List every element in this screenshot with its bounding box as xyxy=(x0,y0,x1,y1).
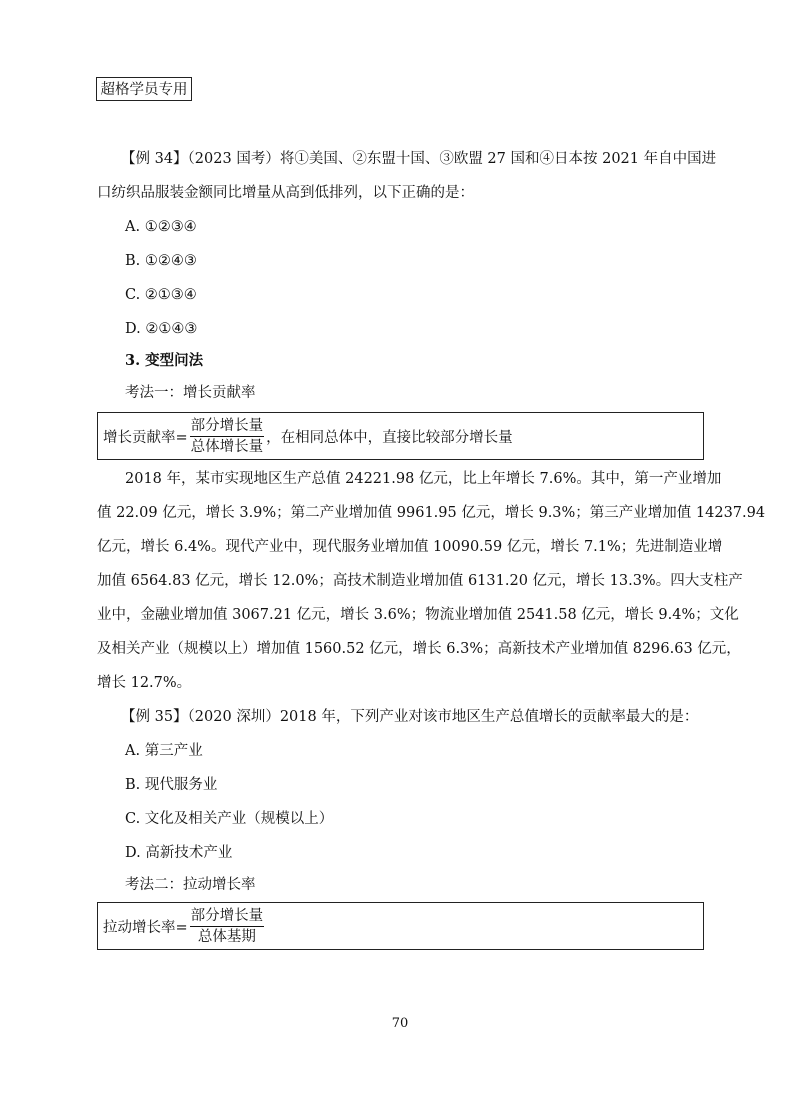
example34-option-a: A. ①②③④ xyxy=(125,219,197,235)
example35-option-c: C. 文化及相关产业（规模以上） xyxy=(125,811,334,827)
paragraph-line: 及相关产业（规模以上）增加值 1560.52 亿元，增长 6.3%；高新技术产业增加值 8296.63 亿元， xyxy=(97,641,741,657)
paragraph-line: 增长 12.7%。 xyxy=(97,675,192,691)
example34-question-line1: 【例 34】（2023 国考）将①美国、②东盟十国、③欧盟 27 国和④日本按 2021 年自中国进 xyxy=(121,151,717,167)
formula1-note: ，在相同总体中，直接比较部分增长量 xyxy=(266,429,513,446)
example34-option-c: C. ②①③④ xyxy=(125,287,197,303)
formula1-numerator: 部分增长量 xyxy=(190,417,265,437)
formula-contribution-rate xyxy=(103,413,513,459)
example34-question-line2: 口纺织品服装金额同比增量从高到低排列，以下正确的是： xyxy=(97,185,474,201)
example35-option-a: A. 第三产业 xyxy=(125,743,203,759)
member-only-stamp: 超格学员专用 xyxy=(96,77,192,101)
section-heading: 3. 变型问法 xyxy=(125,352,204,369)
formula1-fraction xyxy=(190,417,265,456)
formula2-denominator: 总体基期 xyxy=(197,928,256,945)
page-number: 70 xyxy=(391,1016,409,1031)
example35-option-d: D. 高新技术产业 xyxy=(125,845,233,861)
formula1-lhs: 增长贡献率= xyxy=(103,429,188,446)
formula-pull-growth-rate xyxy=(103,903,266,949)
formula2-numerator: 部分增长量 xyxy=(190,907,265,927)
paragraph-line: 亿元，增长 6.4%。现代产业中，现代服务业增加值 10090.59 亿元，增长 7.1%；先进制造业增 xyxy=(97,539,723,555)
method2-label: 考法二：拉动增长率 xyxy=(125,877,256,893)
example34-option-d: D. ②①④③ xyxy=(125,321,198,337)
formula2-lhs: 拉动增长率= xyxy=(103,919,188,936)
paragraph-line: 2018 年，某市实现地区生产总值 24221.98 亿元，比上年增长 7.6%。其中，第一产业增加 xyxy=(125,471,722,487)
paragraph-line: 加值 6564.83 亿元，增长 12.0%；高技术制造业增加值 6131.20 亿元，增长 13.3%。四大支柱产 xyxy=(97,573,743,589)
paragraph-line: 业中，金融业增加值 3067.21 亿元，增长 3.6%；物流业增加值 2541.58 亿元，增长 9.4%；文化 xyxy=(97,607,739,623)
formula1-denominator: 总体增长量 xyxy=(190,438,264,455)
example34-option-b: B. ①②④③ xyxy=(125,253,197,269)
example35-question: 【例 35】（2020 深圳）2018 年，下列产业对该市地区生产总值增长的贡献率最大的是： xyxy=(121,709,699,725)
formula2-fraction xyxy=(190,907,265,946)
paragraph-line: 值 22.09 亿元，增长 3.9%；第二产业增加值 9961.95 亿元，增长 9.3%；第三产业增加值 14237.94 xyxy=(97,505,766,521)
method1-label: 考法一：增长贡献率 xyxy=(125,385,256,401)
example35-option-b: B. 现代服务业 xyxy=(125,777,218,793)
